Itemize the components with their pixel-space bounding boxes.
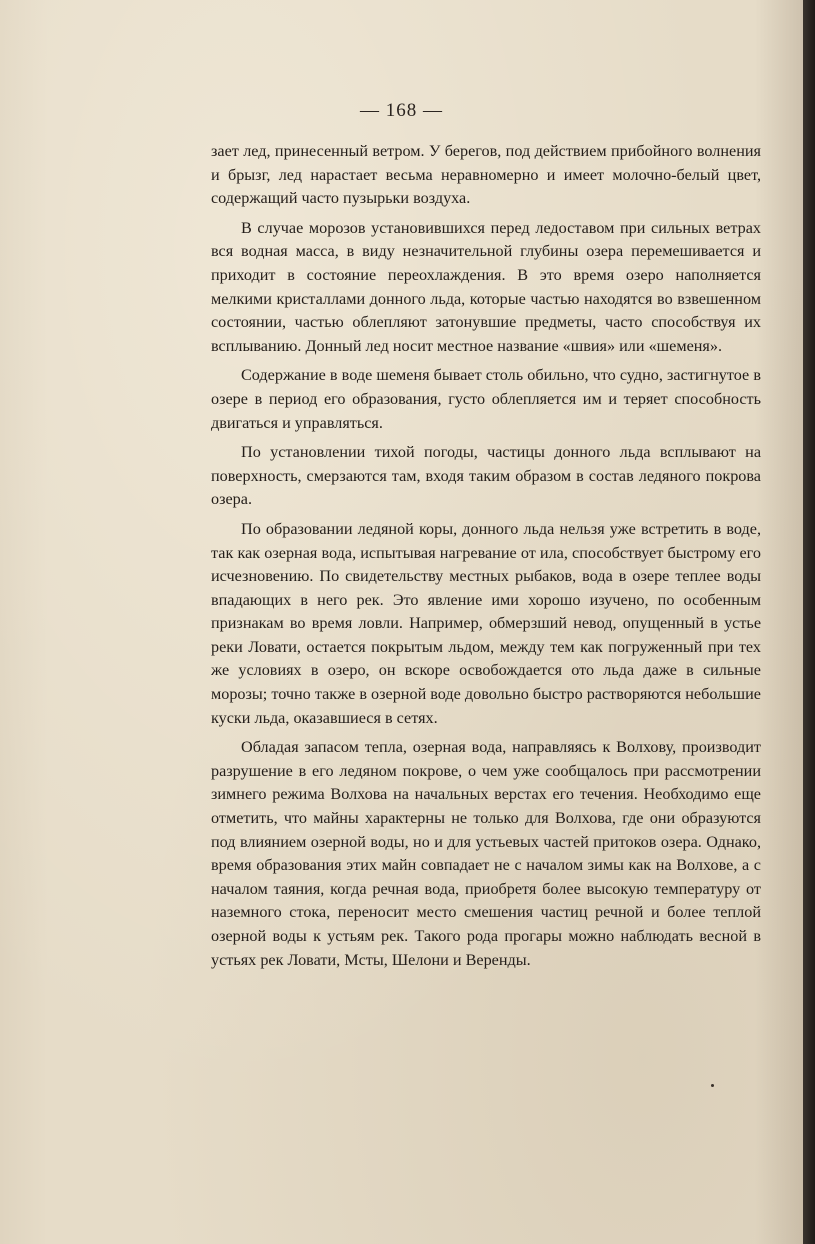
page-number: — 168 — [360,100,443,121]
paragraph: Обладая запасом тепла, озерная вода, направляясь к Волхову, производит разрушение в его ледяном покрове, о чем уже сообщалось при рассмотрении зимнего режима Волхова на начальных верстах его течения. Необходимо еще отметить, что майны характерны не только для Волхова, где они образуются под влиянием озерной воды, но и для устьевых частей притоков озера. Однако, время образования этих майн совпадает не с началом зимы как на Волхове, а с началом таяния, когда речная вода, приобретя более высокую температуру от наземного стока, переносит место смешения частиц речной и более теплой озерной воды к устьям рек. Такого рода прогары можно наблюдать весной в устьях рек Ловати, Мсты, Шелони и Веренды. [211,738,761,969]
paragraph: Содержание в воде шеменя бывает столь обильно, что судно, застигнутое в озере в период его образования, густо облепляется им и теряет способность двигаться и управляться. [211,366,761,432]
body-text [211,140,761,972]
page-edge [803,0,815,1244]
paragraph: зает лед, принесенный ветром. У берегов, под действием прибойного волнения и брызг, лед нарастает весьма неравномерно и имеет молочно-белый цвет, содержащий часто пузырьки воздуха. [211,142,761,208]
paragraph: По установлении тихой погоды, частицы донного льда всплывают на поверхность, смерзаются там, входя таким образом в состав ледяного покрова озера. [211,443,761,509]
ink-speck [711,1084,714,1087]
paragraph: В случае морозов установившихся перед ледоставом при сильных ветрах вся водная масса, в виду незначительной глубины озера перемешивается и приходит в состояние переохлаждения. В это время озеро наполняется мелкими кристаллами донного льда, которые частью находятся во взвешенном состоянии, частью облепляют затонувшие предметы, часто способствуя их всплыванию. Донный лед носит местное название «швия» или «шеменя». [211,218,761,355]
paragraph: По образовании ледяной коры, донного льда нельзя уже встретить в воде, так как озерная вода, испытывая нагревание от ила, способствует быстрому его исчезновению. По свидетельству местных рыбаков, вода в озере теплее воды впадающих в него рек. Это явление ими хорошо изучено, по особенным признакам во время ловли. Например, обмерзший невод, опущенный в устье реки Ловати, остается покрытым льдом, между тем как погруженный при тех же условиях в озеро, он вскоре освобождается ото льда даже в сильные морозы; точно также в озерной воде довольно быстро растворяются небольшие куски льда, оказавшиеся в сетях. [211,519,761,727]
